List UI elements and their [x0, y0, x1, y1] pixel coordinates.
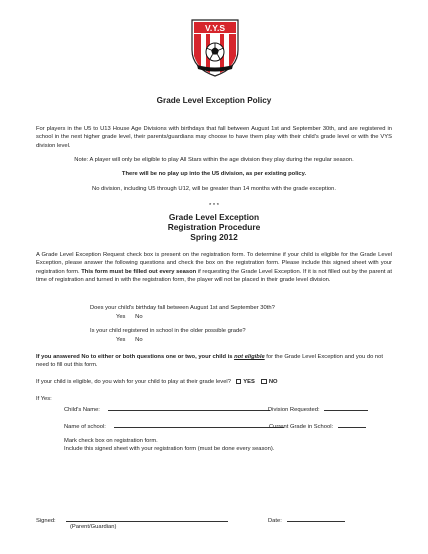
section-separator: * * *: [209, 203, 219, 209]
division-requested-label: Division Requested:: [268, 407, 320, 413]
question-1-yes[interactable]: Yes: [116, 314, 126, 320]
not-eligible-statement: [36, 353, 392, 370]
school-row: [64, 421, 284, 431]
current-grade-label: Current Grade in School:: [269, 424, 334, 430]
if-yes-label: If Yes:: [36, 396, 52, 402]
yes-label: YES: [243, 379, 255, 385]
division-limit-text: No division, including U5 through U12, will be greater than 14 months with the grade exception.: [92, 186, 336, 192]
procedure-text-2: if requesting the Grade Level Exception. If it is not filled out by the parent at time of registration and turned in with the registration form, the player will not be placed in their grade level division.: [36, 268, 392, 284]
signature-row: [36, 515, 228, 525]
question-2-options: [116, 336, 143, 344]
question-1-no[interactable]: No: [135, 314, 143, 320]
parent-guardian-label: (Parent/Guardian): [70, 524, 117, 530]
procedure-text-1: A Grade Level Exception Request check box is present on the registration form. To determine if your child is eligible for the Grade Level Exception, please answer the following questions and check the box on the registration form. Please include this signed sheet with your registration form.: [36, 252, 392, 275]
eligible-question: [36, 378, 278, 386]
question-1: Does your child's birthday fall between August 1st and September 30th?: [90, 305, 275, 311]
intro-paragraph: For players in the U5 to U13 House Age Divisions with birthdays that fall between August 1st and September 30th, and are registered in school in the next higher grade level, their parents/guardians may choose to have them play with their child's grade level or with the VYS division level.: [36, 126, 392, 149]
division-row: [268, 404, 368, 414]
date-row: [268, 515, 345, 525]
question-2: Is your child registered in school in the older possible grade?: [90, 328, 246, 334]
procedure-paragraph: [36, 251, 392, 285]
instruction-1: Mark check box on registration form.: [64, 438, 158, 444]
procedure-bold: This form must be filled out every season: [81, 268, 197, 275]
no-play-up-policy: There will be no play up into the U5 division, as per existing policy.: [121, 171, 307, 177]
logo-letters: V.Y.S: [204, 23, 226, 33]
child-name-field[interactable]: [108, 404, 270, 411]
instruction-2: Include this signed sheet with your registration form (must be done every season).: [64, 446, 275, 453]
yes-checkbox[interactable]: [236, 379, 242, 385]
no-label: NO: [268, 379, 278, 385]
child-name-label: Child's Name:: [64, 407, 100, 413]
child-name-row: [64, 404, 270, 414]
current-grade-field[interactable]: [338, 421, 366, 428]
question-2-yes[interactable]: Yes: [116, 337, 126, 343]
all-stars-note: Note: A player will only be eligible to play All Stars within the age division they play during the regular season.: [74, 157, 354, 163]
school-field[interactable]: [114, 421, 284, 428]
not-eligible-rest: for the Grade Level Exception and you do not need to fill out this form.: [36, 354, 383, 369]
page-title: Grade Level Exception Policy: [156, 96, 272, 105]
vys-logo: [189, 16, 241, 78]
date-label: Date:: [268, 518, 282, 524]
no-checkbox[interactable]: [261, 379, 267, 385]
not-eligible-bold: If you answered No to either or both questions one or two, your child is: [36, 354, 235, 360]
eligible-question-text: If your child is eligible, do you wish for your child to play at their grade level?: [36, 379, 231, 385]
section-heading: [0, 212, 428, 242]
grade-row: [269, 421, 366, 431]
question-1-options: [116, 313, 143, 321]
signed-label: Signed:: [36, 518, 56, 524]
signature-field[interactable]: [66, 515, 228, 522]
question-2-no[interactable]: No: [135, 337, 143, 343]
section-heading-line1: Grade Level Exception: [168, 212, 260, 222]
not-eligible-emphasis: not eligible: [234, 354, 265, 360]
school-label: Name of school:: [64, 424, 106, 430]
section-heading-line2: Registration Procedure: [167, 222, 261, 232]
division-requested-field[interactable]: [324, 404, 368, 411]
section-heading-line3: Spring 2012: [190, 232, 238, 242]
instructions: [64, 437, 274, 454]
date-field[interactable]: [287, 515, 345, 522]
